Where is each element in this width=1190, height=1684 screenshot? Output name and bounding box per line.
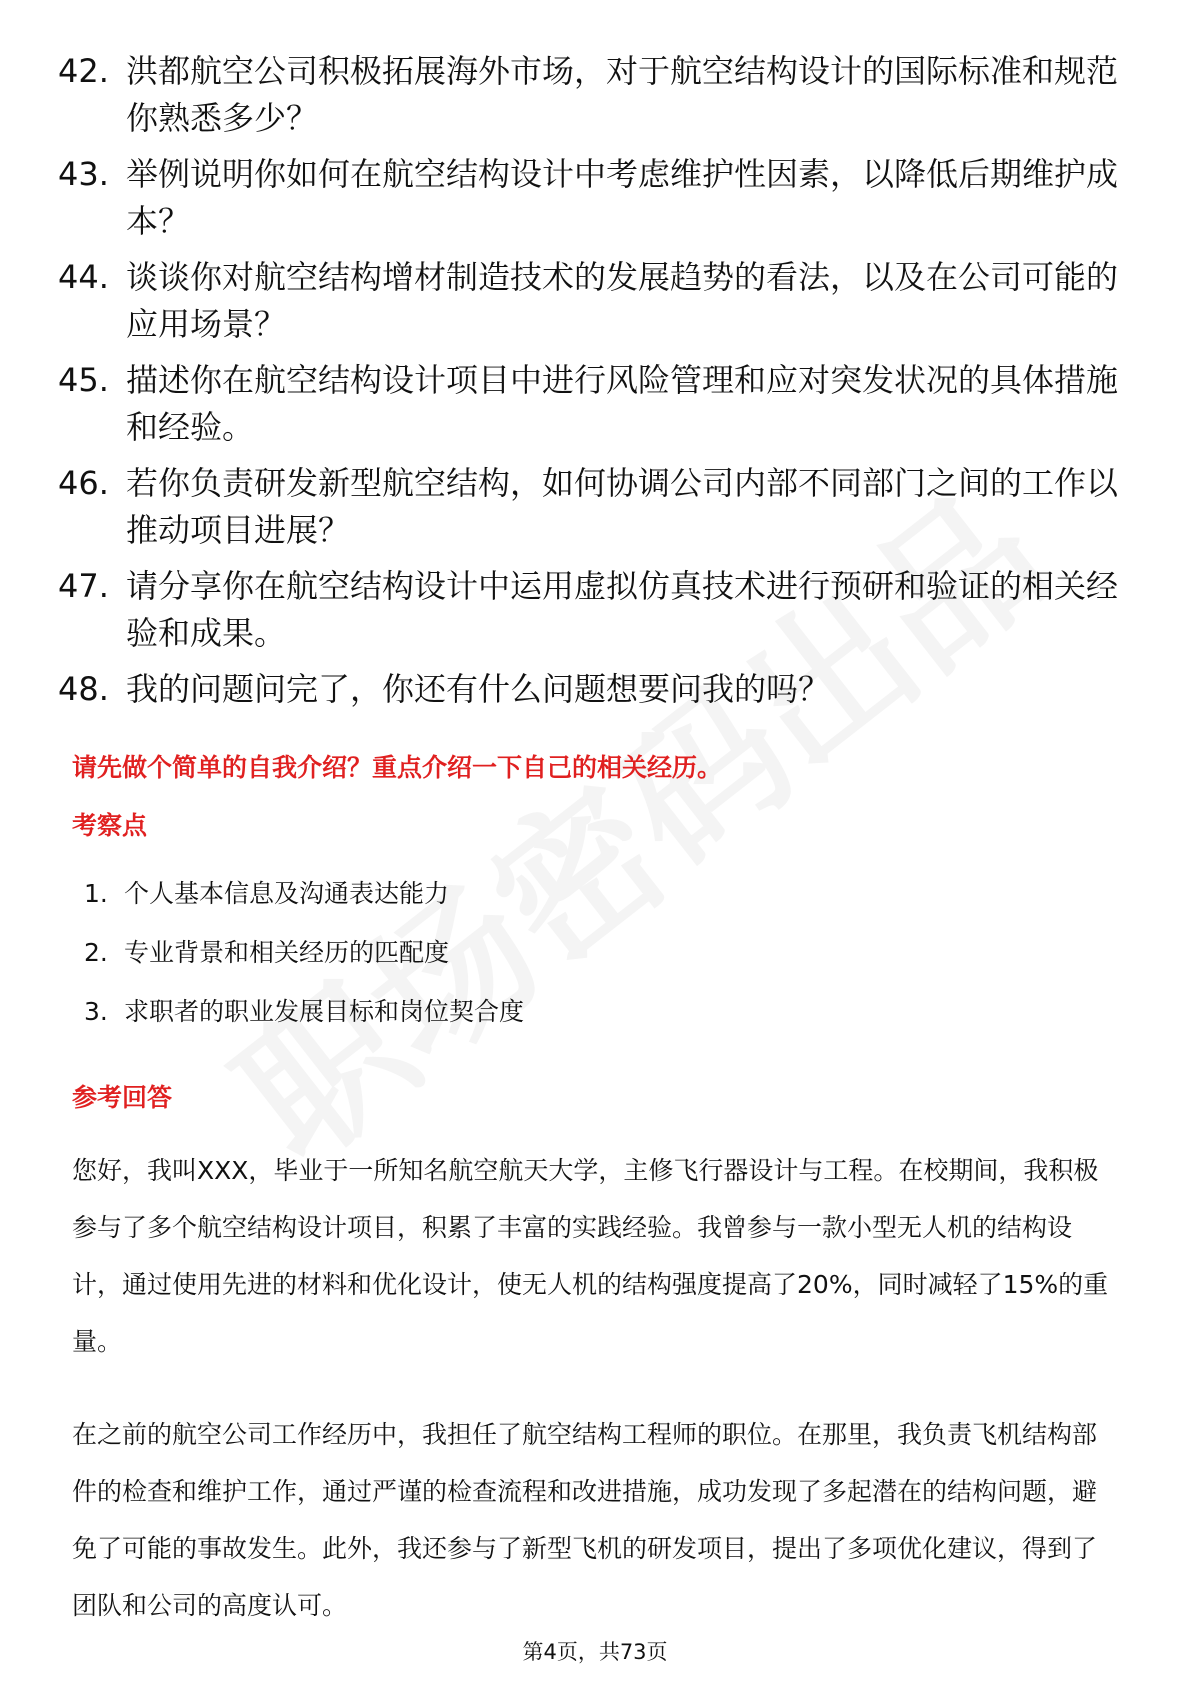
point-text: 个人基本信息及沟通表达能力 xyxy=(124,879,450,908)
question-item xyxy=(58,48,1138,142)
question-number: 43. xyxy=(58,155,109,193)
section-heading: 请先做个简单的自我介绍？重点介绍一下自己的相关经历。 xyxy=(72,753,723,782)
answer-paragraph: 在之前的航空公司工作经历中，我担任了航空结构工程师的职位。在那里，我负责飞机结构部件的检查和维护工作，通过严谨的检查流程和改进措施，成功发现了多起潜在的结构问题，避免了可能的事故发生。此外，我还参与了新型飞机的研发项目，提出了多项优化建议，得到了团队和公司的高度认可。 xyxy=(72,1420,1098,1620)
question-number: 48. xyxy=(58,670,109,708)
point-item xyxy=(84,994,524,1030)
question-text: 描述你在航空结构设计项目中进行风险管理和应对突发状况的具体措施和经验。 xyxy=(126,361,1119,446)
question-text: 我的问题问完了，你还有什么问题想要问我的吗？ xyxy=(126,670,831,708)
question-number: 42. xyxy=(58,52,109,90)
answer-label: 参考回答 xyxy=(72,1083,173,1112)
point-number: 2. xyxy=(84,938,108,967)
point-text: 专业背景和相关经历的匹配度 xyxy=(124,938,450,967)
question-text: 谈谈你对航空结构增材制造技术的发展趋势的看法，以及在公司可能的应用场景？ xyxy=(126,258,1119,343)
point-number: 1. xyxy=(84,879,108,908)
question-text: 洪都航空公司积极拓展海外市场，对于航空结构设计的国际标准和规范你熟悉多少？ xyxy=(126,52,1119,137)
question-item xyxy=(58,254,1138,348)
question-item xyxy=(58,151,1138,245)
point-text: 求职者的职业发展目标和岗位契合度 xyxy=(124,997,525,1026)
point-item xyxy=(84,876,524,912)
question-number: 44. xyxy=(58,258,109,296)
question-item xyxy=(58,666,1138,713)
point-item xyxy=(84,935,524,971)
question-item xyxy=(58,357,1138,451)
question-item xyxy=(58,563,1138,657)
question-list xyxy=(58,48,1138,722)
question-number: 47. xyxy=(58,567,109,605)
points-list xyxy=(84,876,524,1053)
question-text: 若你负责研发新型航空结构，如何协调公司内部不同部门之间的工作以推动项目进展？ xyxy=(126,464,1119,549)
question-number: 46. xyxy=(58,464,109,502)
point-number: 3. xyxy=(84,997,108,1026)
question-text: 请分享你在航空结构设计中运用虚拟仿真技术进行预研和验证的相关经验和成果。 xyxy=(126,567,1119,652)
points-label: 考察点 xyxy=(72,811,148,840)
question-item xyxy=(58,460,1138,554)
question-number: 45. xyxy=(58,361,109,399)
answer-paragraph: 您好，我叫XXX，毕业于一所知名航空航天大学，主修飞行器设计与工程。在校期间，我积极参与了多个航空结构设计项目，积累了丰富的实践经验。我曾参与一款小型无人机的结构设计，通过使用先进的材料和优化设计，使无人机的结构强度提高了20%，同时减轻了15%的重量。 xyxy=(72,1156,1109,1356)
page-footer: 第4页，共73页 xyxy=(522,1640,668,1664)
question-text: 举例说明你如何在航空结构设计中考虑维护性因素，以降低后期维护成本？ xyxy=(126,155,1119,240)
